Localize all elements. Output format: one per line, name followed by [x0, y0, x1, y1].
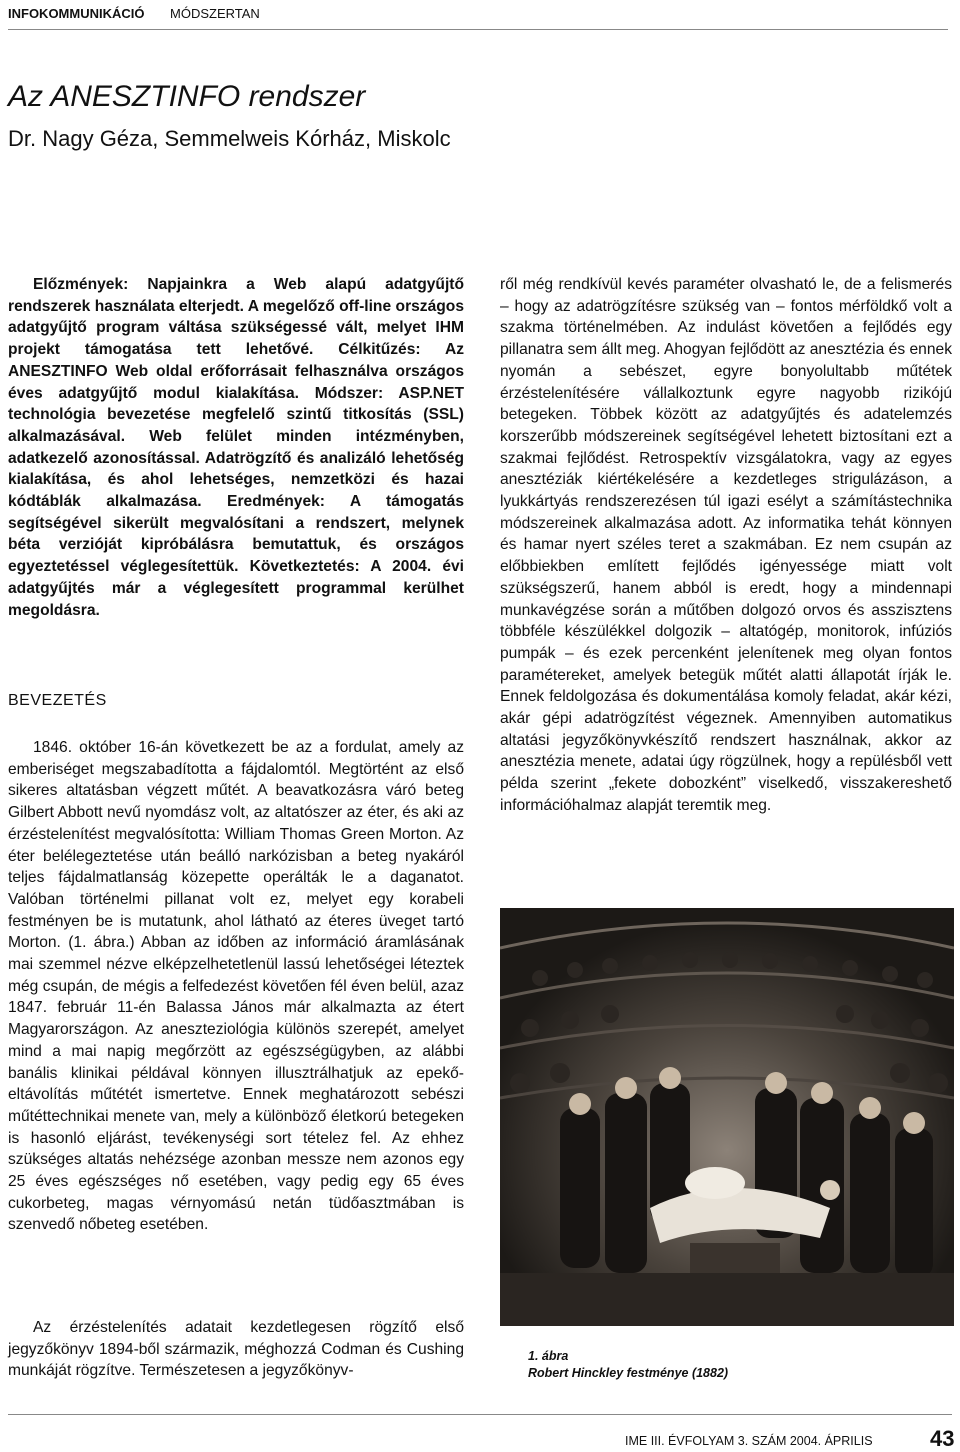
body-paragraph: 1846. október 16-án következett be az a fordulat, amely az emberiséget megszabadította a fájdalomtól. Megtörtént az első sikeres altatásban végzett műtét. A beavatkozásra váró beteg Gilbert Abbott nevű nyomdász volt, az altatószer az éter, és aki az érzéstelenítést megvalósította: William Thomas Green Morton. Az éter belélegeztetése után beálló narkózisban a beteg nyakáról teljes fájdalmatlanság közepette operálták le a daganatot. Valóban történelmi pillanat volt ez, melyet egy korabeli festményen be is mutatunk, ahol látható az éteres üveget tartó Morton. (1. ábra.) Abban az időben az információ áramlásának mai szemmel nézve elképzelhetetlenül lassú lehetőségei léteztek még csupán, de mégis a felfedezést követően fél éven belül, azaz 1847. február 11-én Balassa János már alkalmazta az étert Magyarországon. Az aneszteziológia különös szerepét, amelyet mind a mai napig megőrzött az egészségügyben, az alábbi banális klinikai példával könnyen illusztrálhatjuk az epekő-eltávolítás műtétét ismertetve. Ennek meghatározott sebészi műtéttechnikai menete van, mely a különböző életkorú betegeken is hasonló eljárást, tevékenységi sort tételez fel. Az ehhez szükséges altatás nehézsége azonban messze nem azonos egy 25 éves egészséges nő esetében, vagy pedig egy 65 éves cukorbeteg, magas vérnyomású netán tüdőasztmában is szenvedő nőbeteg esetében. [8, 739, 464, 1234]
header-section: INFOKOMMUNIKÁCIÓ [8, 6, 145, 21]
body-left-column [8, 737, 464, 1236]
abstract [8, 274, 464, 621]
issue-info: IME III. ÉVFOLYAM 3. SZÁM 2004. ÁPRILIS [625, 1434, 873, 1448]
figure-caption [528, 1348, 728, 1382]
patient-head [820, 1180, 840, 1200]
painting-illustration [500, 908, 954, 1326]
running-header [8, 3, 948, 30]
operating-chair [690, 1243, 780, 1273]
body-left-column-end [8, 1317, 464, 1382]
footer-divider [8, 1414, 952, 1415]
figure-painting [500, 908, 954, 1326]
body-right-column [500, 274, 952, 817]
figure-label: 1. ábra [528, 1349, 569, 1363]
article-title: Az ANESZTINFO rendszer [8, 80, 366, 113]
section-heading: BEVEZETÉS [8, 692, 107, 709]
body-paragraph: Az érzéstelenítés adatait kezdetlegesen rögzítő első jegyzőkönyv 1894-ből származik, méghozzá Codman és Cushing munkáját rögzítve. Természetesen a jegyzőkönyv- [8, 1319, 464, 1380]
figure-caption-text: Robert Hinckley festménye (1882) [528, 1366, 729, 1380]
floor [500, 1273, 954, 1326]
article-author: Dr. Nagy Géza, Semmelweis Kórház, Miskolc [8, 126, 451, 151]
patient-figure [685, 1167, 745, 1199]
body-paragraph: ről még rendkívül kevés paraméter olvasható le, de a felismerés – hogy az adatrögzítésre szükség van – fontos mérföldkő volt a szakma történelmében. Az indulást követően a fejlődés egy pillanatra sem állt meg. Ahogyan fejlődött az anesztézia és ennek nyomán a sebészet, egyre bonyolultabb műtétek érzéstelenítésére vállalkoztunk egyre nagyobb rizikójú betegeken. Többek között az adatgyűjtés és adatelemzés korszerűbb módszereinek segítségével lehetett biztosítani ezt a szakmai fejlődést. Retrospektív vizsgálatokra, vagy az egyes anesztéziák kiértékelésére a kezdetleges strigulázáson, a lyukkártyás rendszerezésen túl igazi esélyt a számítástechnika módszereinek alkalmazása adott. Az informatika tehát könnyen és hamar nyert széles teret a szakmában. Ez nem csupán az előbbiekben említett fejlődés igényessége miatt volt szükségszerű, hanem abból is eredt, hogy a mindennapi munkavégzése során a műtőben dolgozó orvos és asszisztens többféle készülékkel dolgozik – altatógép, monitorok, infúziós pumpák – és ezek percenként jelenítenek meg olyan fontos paramétereket, amelyek betegük műtét alatti állapotát írják le. Ennek feldolgozása és dokumentálása komoly feladat, akár kézi, akár gépi adatrögzítést végeznek. Amennyiben automatikus altatási jegyzőkönyvkészítő rendszert használnak, akkor az anesztézia menete, adatai úgy rögzülnek, hogy a repülésből vett példa szerint „fekete dobozként” viselkedő, visszakereshető információhalmaz alapját teremtik meg. [500, 276, 952, 814]
page-number: 43 [930, 1426, 955, 1451]
abstract-text: Előzmények: Napjainkra a Web alapú adatgyűjtő rendszerek használata elterjedt. A megelőző off-line országos adatgyűjtő program váltása szükségessé vált, melyet IHM projekt támogatása tett lehetővé. Célkitűzés: Az ANESZTINFO Web oldal erőforrásait felhasználva országos éves adatgyűjtő modul kialakítása. Módszer: ASP.NET technológia bevezetése megfelelő szintű titkosítás (SSL) alkalmazásával. Web felület minden intézményben, adatkezelő azonosítással. Adatrögzítő és analizáló lehetőség kialakítása, és ahol lehetséges, nemzetközi és hazai kódtáblák alkalmazása. Eredmények: A támogatás segítségével sikerült megvalósítani a rendszert, melynek béta verzióját kipróbálásra bemutattuk, és országos egyeztetéssel véglegesítettük. Következtetés: A 2004. évi adatgyűjtés már a véglegesített programmal kerülhet megoldásra. [8, 276, 464, 619]
header-subsection: MÓDSZERTAN [170, 6, 260, 21]
